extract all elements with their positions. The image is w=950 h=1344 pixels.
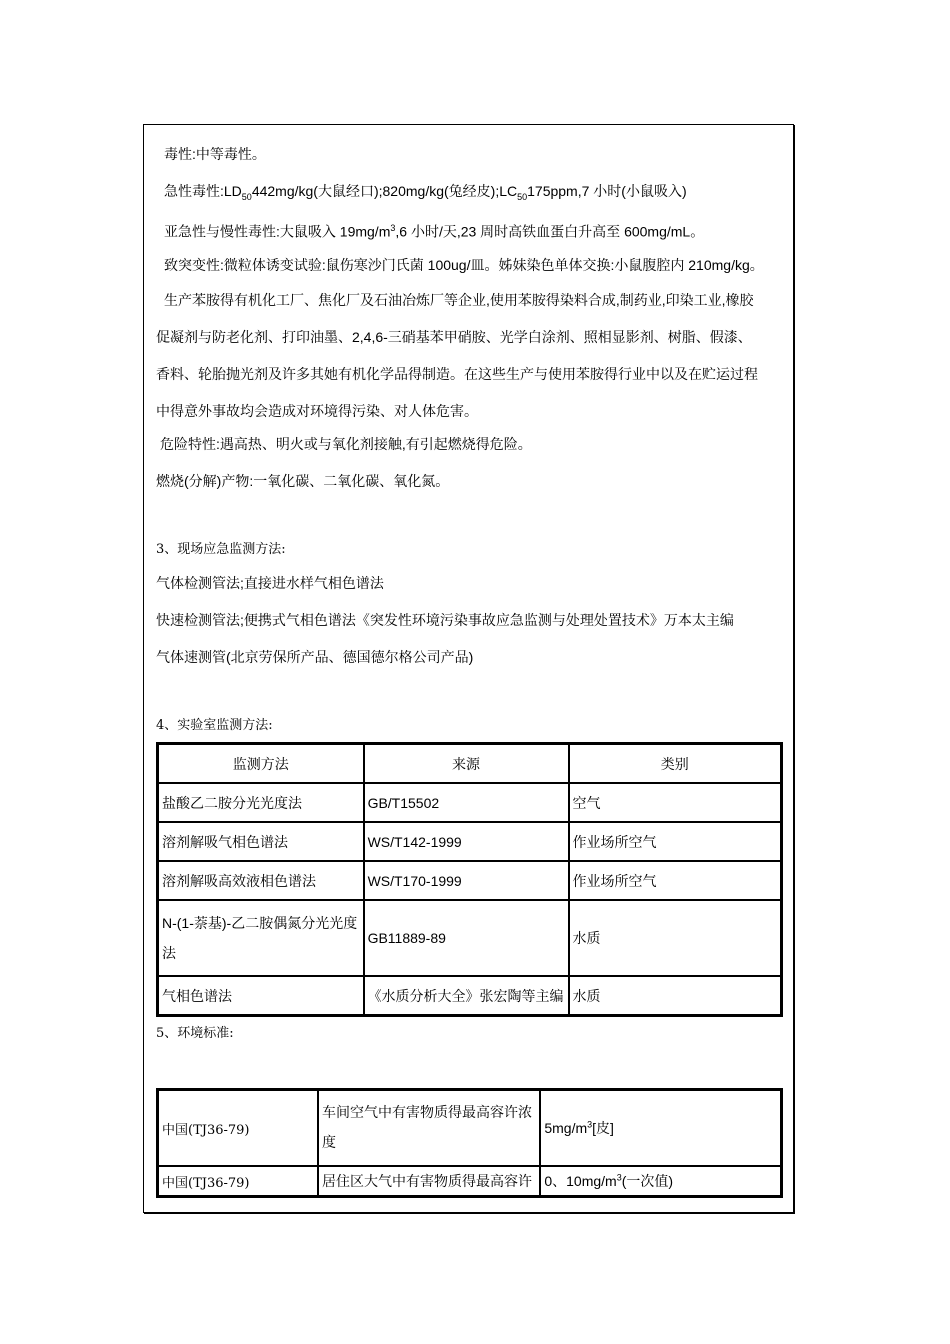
section5-title: 5、环境标准:	[156, 1026, 234, 1041]
header-category: 类别	[569, 744, 781, 783]
cell-method: 溶剂解吸气相色谱法	[158, 822, 364, 861]
cell-method: 气相色谱法	[158, 976, 364, 1015]
cell-category: 水质	[569, 900, 781, 976]
table-row	[158, 783, 781, 822]
cell-source: WS/T142-1999	[364, 822, 569, 861]
table-row	[158, 822, 781, 861]
toxicity-subacute: 亚急性与慢性毒性:大鼠吸入 $19mg/m^3,6$ 小时/天,23 周时高铁血蛋白升高至 600mg/mL。	[164, 223, 705, 240]
cell-source: WS/T170-1999	[364, 861, 569, 900]
cell-category: 作业场所空气	[569, 861, 781, 900]
header-method: 监测方法	[158, 744, 364, 783]
section3-line-1: 气体检测管法;直接进水样气相色谱法	[156, 575, 384, 591]
toxicity-acute: 急性毒性$:LD_{50}442mg/kg$(大鼠经口);820mg/kg(兔经皮)$;LC_{50}175ppm,7$ 小时(小鼠吸入)	[164, 183, 687, 202]
table-row	[158, 1166, 781, 1196]
cell-standard: 中国(TJ36-79)	[158, 1166, 318, 1196]
lab-methods-table	[156, 742, 783, 1017]
table-header-row	[158, 744, 781, 783]
table-row	[158, 1090, 781, 1166]
combustion-line: 燃烧(分解)产物:一氧化碳、二氧化碳、氧化氮。	[156, 473, 450, 489]
cell-description: 车间空气中有害物质得最高容许浓度	[318, 1090, 540, 1166]
section4-title: 4、实验室监测方法:	[156, 718, 273, 733]
cell-source: 《水质分析大全》张宏陶等主编	[364, 976, 569, 1015]
table-row	[158, 861, 781, 900]
cell-description: 居住区大气中有害物质得最高容许	[318, 1166, 540, 1196]
section3-line-2: 快速检测管法;便携式气相色谱法《突发性环境污染事故应急监测与处理处置技术》万本太主编	[156, 612, 734, 628]
production-line-3: 香料、轮胎抛光剂及许多其她有机化学品得制造。在这些生产与使用苯胺得行业中以及在贮运过程	[156, 366, 758, 382]
cell-limit: 0、$10mg/m^3$(一次值)	[540, 1166, 781, 1196]
production-line-1: 生产苯胺得有机化工厂、焦化厂及石油冶炼厂等企业,使用苯胺得染料合成,制药业,印染工业,橡胶	[164, 292, 754, 308]
production-line-4: 中得意外事故均会造成对环境得污染、对人体危害。	[156, 403, 478, 419]
cell-limit: $5mg/m^3$[皮]	[540, 1090, 781, 1166]
cell-source: GB11889-89	[364, 900, 569, 976]
table-row	[158, 976, 781, 1015]
cell-category: 作业场所空气	[569, 822, 781, 861]
content-frame	[143, 124, 794, 1213]
cell-category: 空气	[569, 783, 781, 822]
cell-standard: 中国(TJ36-79)	[158, 1090, 318, 1166]
cell-category: 水质	[569, 976, 781, 1015]
section3-line-3: 气体速测管(北京劳保所产品、德国德尔格公司产品)	[156, 649, 474, 665]
table-row	[158, 900, 781, 976]
cell-method: 盐酸乙二胺分光光度法	[158, 783, 364, 822]
toxicity-mutagenic: 致突变性:微粒体诱变试验:鼠伤寒沙门氏菌 100ug/皿。姊妹染色单体交换:小鼠腹腔内 210mg/kg。	[164, 257, 764, 273]
cell-method: 溶剂解吸高效液相色谱法	[158, 861, 364, 900]
header-source: 来源	[364, 744, 569, 783]
cell-method: N-(1-萘基)-乙二胺偶氮分光光度法	[158, 900, 364, 976]
hazard-line: 危险特性:遇高热、明火或与氧化剂接触,有引起燃烧得危险。	[160, 436, 532, 452]
env-standards-table	[156, 1088, 783, 1198]
toxicity-general: 毒性:中等毒性。	[164, 146, 266, 162]
section3-title: 3、现场应急监测方法:	[156, 542, 286, 557]
production-line-2: 促凝剂与防老化剂、打印油墨、2,4,6-三硝基苯甲硝胺、光学白涂剂、照相显影剂、树脂、假漆、	[156, 329, 752, 345]
cell-source: GB/T15502	[364, 783, 569, 822]
